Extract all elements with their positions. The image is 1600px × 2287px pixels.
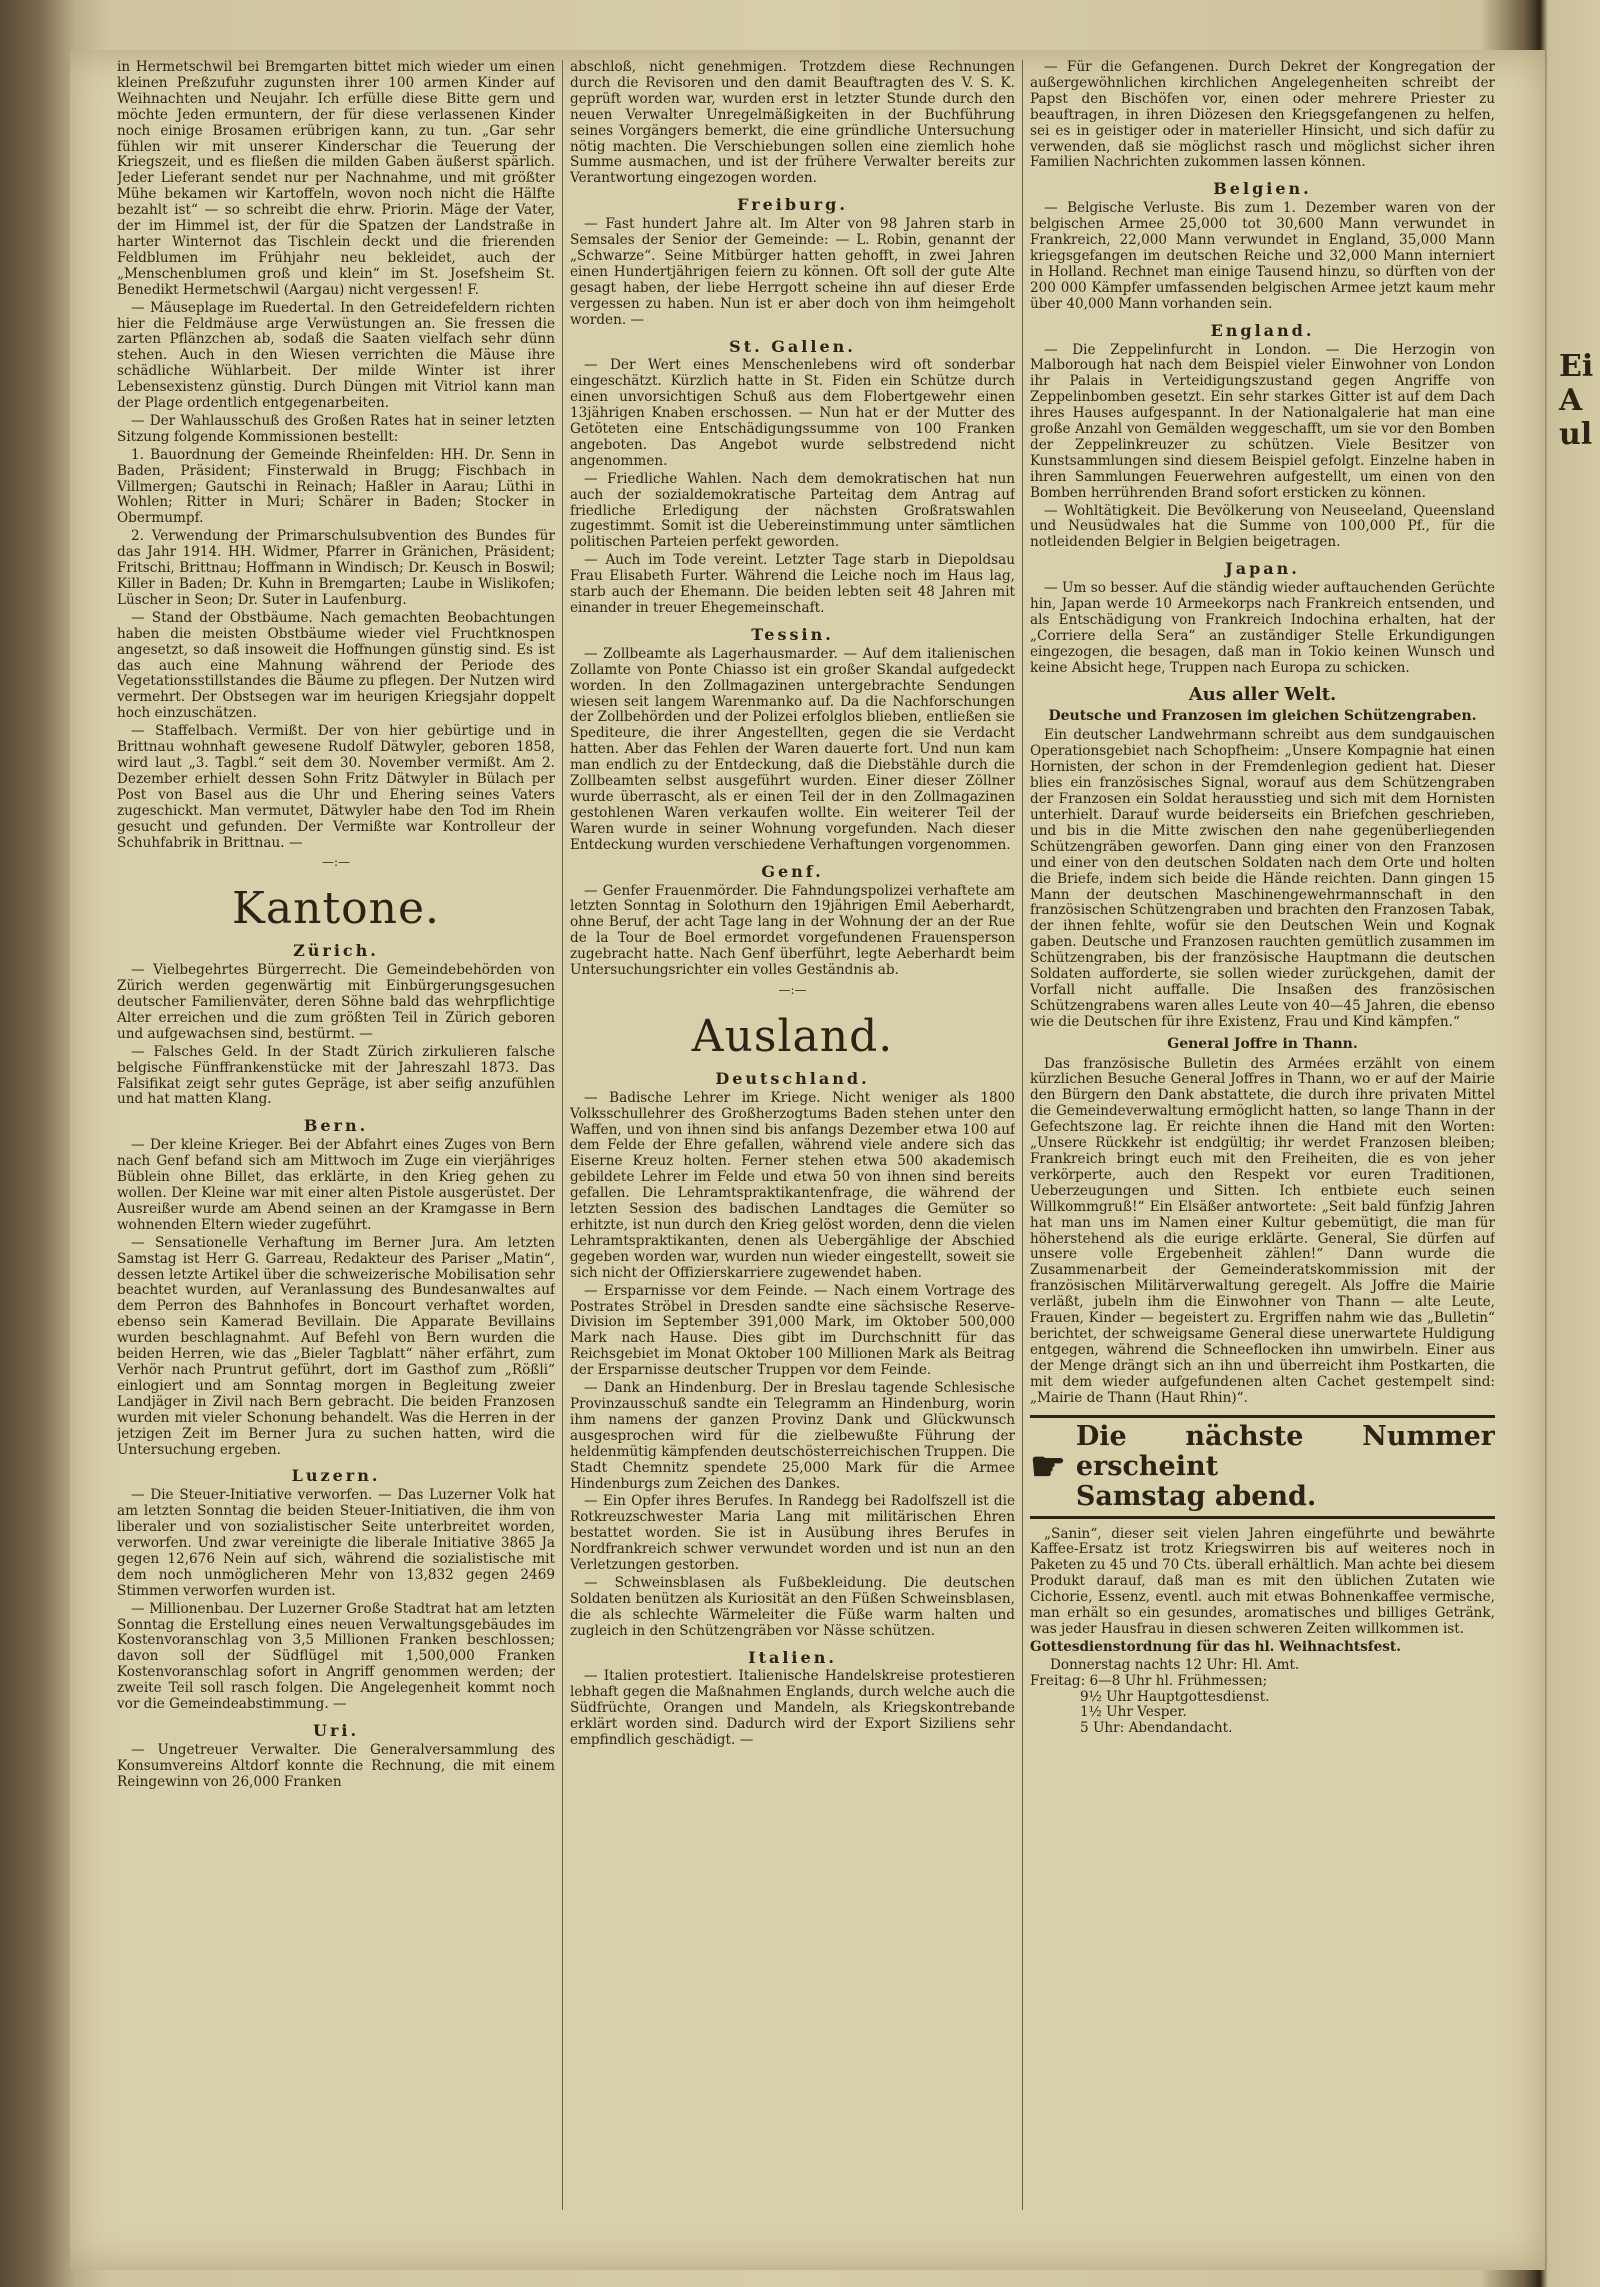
article-text: — Ersparnisse vor dem Feinde. — Nach einem Vortrage des Postrates Ströbel in Dresden sandte eine sächsische Reserve-Division im September 391,000 Mark, im Oktober 500,000 Mark nach Hause. Dies gibt im Durchschnitt für das Reichsgebiet im Monat Oktober 100 Millionen Mark als Beitrag der Ersparnisse deutscher Truppen vor dem Feinde.: [570, 1282, 1015, 1379]
next-issue-notice: [1030, 1415, 1495, 1519]
article-text: Ein deutscher Landwehrmann schreibt aus dem sundgauischen Operationsgebiet nach Schopfheim: „Unsere Kompagnie hat einen Hornisten, der schon in der Fremdenlegion gedient hat. Dieser blies ein französisches Signal, worauf aus dem Schützengraben der Franzosen ein Soldat herausstieg und sich mit dem Hornisten unterhielt. Darauf wurde beiderseits ein Briefchen geschrieben, und bis in die Mitte zwischen den nahe gegenüberliegenden Schützengräben geworfen. Dann ging einer von den Franzosen und einer von den deutschen Soldaten nach dem Orte und holten die Briefe, indem sich beide die Hände reichten. Dann gingen 15 Mann der deutschen Maschinengewehrmannschaft in den französischen Schützengraben und brachten den Franzosen Tabak, der ihnen fehlte, wofür sie den Deutschen Wein und Kognak gaben. Deutsche und Franzosen rauchten gemütlich zusammen im Schützengraben, bis der französische Hauptmann die deutschen Soldaten aufforderte, sie sollen wieder zurückgehen, damit der Vorfall nicht auffalle. Die Insaßen des französischen Schützengrabens waren alles Leute von 40—45 Jahren, die ebenso wie die Deutschen für ihre Existenz, Frau und Kind kämpfen.“: [1030, 727, 1495, 1030]
pointing-hand-icon: ☛: [1030, 1442, 1066, 1490]
article-text: — Schweinsblasen als Fußbekleidung. Die deutschen Soldaten benützen als Kuriosität an den Füßen Schweinsblasen, die als schlechte Wärmeleiter die Füße warm halten und zugleich in den Schützengräben vor Nässe schützen.: [570, 1574, 1015, 1639]
article-text: — Belgische Verluste. Bis zum 1. Dezember waren von der belgischen Armee 25,000 tot 30,600 Mann verwundet in Frankreich, 22,000 Mann verwundet in England, 35,000 Mann kriegsgefangen im deutschen Reiche und 32,000 Mann interniert in Holland. Rechnet man einige Tausend hinzu, so dürften von der 200 000 Kämpfer umfassenden belgischen Armee jetzt kaum mehr über 40,000 Mann vorhanden sein.: [1030, 200, 1495, 312]
article-text: — Der kleine Krieger. Bei der Abfahrt eines Zuges von Bern nach Genf befand sich am Mittwoch im Zuge ein vierjähriges Büblein ohne Billet, das erklärte, in den Krieg gehen zu wollen. Der Kleine war mit einer alten Pistole ausgerüstet. Der Ausreißer wurde am Abend seinen an der Kramgasse in Bern wohnenden Eltern wieder zugeführt.: [117, 1137, 555, 1233]
column-divider: [1022, 60, 1023, 2210]
schedule-line: 9½ Uhr Hauptgottesdienst.: [1080, 1688, 1270, 1705]
article-text: — Mäuseplage im Ruedertal. In den Getreidefeldern richten hier die Feldmäuse arge Verwüstungen an. Sie fressen die zarten Pflänzchen ab, sodaß die Saaten vielfach sehr dünn stehen. Auch in den Wiesen verrichten die Mäuse ihre schädliche Wühlarbeit. Der milde Winter ist ihrer Lebensexistenz günstig. Durch Düngen mit Vitriol kann man der Plage ordentlich entgegenarbeiten.: [117, 299, 555, 412]
article-text: — Vielbegehrtes Bürgerrecht. Die Gemeindebehörden von Zürich werden gegenwärtig mit Einbürgerungsgesuchen deutscher Familienväter, deren Söhne bald das wehrpflichtige Alter erreichen und die zum größten Teil in Zürich geboren und aufgewachsen sind, bestürmt. —: [117, 962, 555, 1042]
article-text: — Friedliche Wahlen. Nach dem demokratischen hat nun auch der sozialdemokratische Parteitag dem Antrag auf friedliche Erledigung der nächsten Großratswahlen zugestimmt. Somit ist die Uebereinstimmung unter sämtlichen politischen Parteien perfekt geworden.: [570, 470, 1015, 551]
schedule-line: 1½ Uhr Vesper.: [1080, 1704, 1187, 1721]
region-heading: Japan.: [1225, 559, 1300, 579]
region-heading: Belgien.: [1213, 179, 1312, 199]
region-heading: Uri.: [312, 1721, 360, 1740]
region-heading: Zürich.: [293, 941, 379, 961]
article-text: — Der Wert eines Menschenlebens wird oft sonderbar eingeschätzt. Kürzlich hatte in St. Fiden ein Schütze durch einen unvorsichtigen Schuß aus dem Flobertgewehr einen 13jährigen Knaben erschossen. — Nun hat er der Mutter des Getöteten eine Entschädigungssumme von 100 Franken angeboten. Das Angebot wurde selbstredend nicht angenommen.: [570, 357, 1015, 469]
article-text: — Badische Lehrer im Kriege. Nicht weniger als 1800 Volksschullehrer des Großherzogtums Baden stehen unter den Waffen, und von ihnen sind bis anfangs Dezember etwa 100 auf dem Felde der Ehre gefallen, während viele andere sich das Eiserne Kreuz holten. Ferner stehen etwa 500 akademisch gebildete Lehrer im Felde und etwa 50 von ihnen sind bereits gefallen. Die Lehramtspraktikantenfrage, die während der letzten Session des badischen Landtages die Gemüter so erhitzte, ist nun durch den Krieg gelöst worden, denn die vielen Lehramtspraktikanten, denen als Uebergählige der Abschied gegeben worden war, wurden nun wieder eingestellt, soweit sie sich nicht der Offizierskarriere zugewendet haben.: [570, 1089, 1015, 1281]
schedule-line: Donnerstag nachts 12 Uhr: Hl. Amt.: [1050, 1656, 1300, 1673]
article-text: — Ein Opfer ihres Berufes. In Randegg bei Radolfszell ist die Rotkreuzschwester Maria Lang mit militärischen Ehren bestattet worden. Sie ist in Ausübung ihres Berufes in Nordfrankreich schwer verwundet worden und ist nun an den Verletzungen gestorben.: [570, 1493, 1015, 1574]
region-heading: St. Gallen.: [729, 336, 856, 356]
region-heading: Bern.: [303, 1116, 369, 1136]
article-text: — Staffelbach. Vermißt. Der von hier gebürtige und in Brittnau wohnhaft gewesene Rudolf Dätwyler, geboren 1858, wird laut „3. Tagbl.“ seit dem 30. November vermißt. Am 2. Dezember erhielt dessen Sohn Fritz Dätwyler in Bülach per Post von Basel aus die Uhr und Ehering seines Vaters zugeschickt. Man vermutet, Dätwyler habe den Tod im Rhein gesucht und gefunden. Der Vermißte war Kontrolleur der Schuhfabrik in Brittnau. —: [117, 723, 555, 851]
article-text: — Ungetreuer Verwalter. Die Generalversammlung des Konsumvereins Altdorf konnte die Rechnung, die mit einem Reingewinn von 26,000 Franken: [117, 1741, 555, 1790]
article-text: — Der Wahlausschuß des Großen Rates hat in seiner letzten Sitzung folgende Kommissionen bestellt:: [117, 412, 555, 445]
section-title-ausland: Ausland.: [691, 1010, 894, 1062]
article-heading: General Joffre in Thann.: [1167, 1035, 1358, 1052]
article-text: — Für die Gefangenen. Durch Dekret der Kongregation der außergewöhnlichen kirchlichen Angelegenheiten schreibt der Papst den Bischöfen vor, einen oder mehrere Priester zu beauftragen, in ihren Diözesen den Kriegsgefangenen zu helfen, sei es in geistiger oder in materieller Hinsicht, und sich dafür zu verwenden, daß sie möglichst rasch und möglichst sicher ihren Familien Nachrichten zukommen lassen können.: [1030, 60, 1495, 171]
column-2: [570, 60, 1015, 2200]
section-title-aus-aller-welt: Aus aller Welt.: [1188, 683, 1337, 705]
schedule-line: Freitag: 6—8 Uhr hl. Frühmessen;: [1030, 1672, 1268, 1689]
article-text: 2. Verwendung der Primarschulsubvention des Bundes für das Jahr 1914. HH. Widmer, Pfarrer in Gränichen, Präsident; Fritschi, Brittnau; Hoffmann in Windisch; Dr. Keusch in Boswil; Killer in Baden; Dr. Kuhn in Bremgarten; Laube in Wislikofen; Lüscher in Seon; Dr. Suter in Laufenburg.: [117, 528, 555, 608]
section-title-kantone: Kantone.: [232, 883, 440, 935]
article-text: in Hermetschwil bei Bremgarten bittet mich wieder um einen kleinen Preßzufuhr zugunsten ihrer 100 armen Kinder auf Weihnachten und Neujahr. Ich erfülle diese Bitte gern und möchte Jeden ermuntern, der für diese verlassenen Kinder noch einige Brosamen erübrigen kann, zu tun. „Gar sehr fühlen wir mit unserer Kinderschar die Teuerung der Kriegszeit, und es fließen die milden Gaben äußerst spärlich. Jeder Lieferant sendet nur per Nachnahme, und mit größter Mühe bekamen wir Kartoffeln, wovon noch nicht die Hälfte bezahlt ist“ — so schreibt die ehrw. Priorin. Mäge der Vater, der im Himmel ist, der für die Spatzen der Landstraße in harter Winternot das Tischlein deckt und die frierenden Feldblumen im Frühjahr neu bekleidet, auch der „Menschenblumen groß und klein“ im St. Josefsheim St. Benedikt Hermetschwil (Aargau) nicht vergessen! F.: [117, 60, 555, 298]
column-1: [117, 60, 555, 2200]
article-text: — Italien protestiert. Italienische Handelskreise protestieren lebhaft gegen die Maßnahmen Englands, durch welche auch die Südfrüchte, Orangen und Mandeln, als Kriegskontrebande erklärt worden sind. Dadurch wird der Export Siziliens sehr empfindlich geschädigt. —: [570, 1668, 1015, 1749]
article-text: — Um so besser. Auf die ständig wieder auftauchenden Gerüchte hin, Japan werde 10 Armeekorps nach Frankreich entsenden, und als Entschädigung von Frankreich Indochina erhalten, hat der „Corriere della Sera“ an zuständiger Stelle Erkundigungen eingezogen, die besagen, daß man in Tokio keinen Wunsch und keine Absicht hege, Truppen nach Europa zu schicken.: [1030, 580, 1495, 676]
notice-line: Samstag abend.: [1075, 1480, 1317, 1512]
article-text: — Auch im Tode vereint. Letzter Tage starb in Diepoldsau Frau Elisabeth Furter. Während die Leiche noch im Haus lag, starb auch der Ehemann. Die beiden lebten seit 48 Jahren mit einander in treuer Ehegemeinschaft.: [570, 552, 1015, 616]
column-3: [1030, 60, 1495, 2200]
region-heading: England.: [1210, 320, 1315, 340]
schedule-title: Gottesdienstordnung für das hl. Weihnachtsfest.: [1030, 1638, 1401, 1655]
article-text: — Falsches Geld. In der Stadt Zürich zirkulieren falsche belgische Fünffrankenstücke mit der Jahreszahl 1873. Das Falsifikat zeigt sehr gutes Gepräge, ist aber seifig anzufühlen und hat matten Klang.: [117, 1043, 555, 1108]
separator: —:—: [321, 855, 351, 870]
notice-line: Die nächste Nummer erscheint: [1075, 1420, 1495, 1482]
region-heading: Italien.: [748, 1647, 837, 1667]
article-text: — Die Steuer-Initiative verworfen. — Das Luzerner Volk hat am letzten Sonntag die beiden Steuer-Initiativen, die ihm von liberaler und von sozialistischer Seite unterbreitet worden, verworfen. Und zwar vereinigte die liberale Initiative 3865 Ja gegen 12,676 Nein auf sich, während die sozialistische mit dem noch unmöglicheren Mehr von 13,832 gegen 2469 Stimmen verworfen wurden ist.: [117, 1487, 555, 1599]
article-heading: Deutsche und Franzosen im gleichen Schützengraben.: [1048, 707, 1477, 724]
column-divider: [562, 60, 563, 2210]
article-text: Das französische Bulletin des Armées erzählt von einem kürzlichen Besuche General Joffres in Thann, wo er auf der Mairie den Bürgern den Dank abstattete, die durch ihre privaten Mittel die Gemeindeverwaltung ermöglicht hatten, so lange Thann in der Gefechtszone lag. Er reichte ihnen die Hand mit den Worten: „Unsere Rückkehr ist endgültig; ihr werdet Franzosen bleiben; Frankreich bringt euch mit den Freiheiten, die es von jeher verkörperte, auch den Respekt vor euren Traditionen, Ueberzeugungen und Sitten. Ich entbiete euch seinen Willkommgruß!“ Ein Elsäßer antwortete: „Seit bald fünfzig Jahren hat man uns im Namen einer Kultur gebemütigt, die man für höherstehend als die eurige erklärte. General, Sie dürfen auf unsere volle Ergebenheit zählen!“ Dann wurde die Zusammenarbeit der Gemeinderatskommission mit der französischen Militärverwaltung geregelt. Als Joffre die Mairie verläßt, jubeln ihm die Einwohner von Thann — alte Leute, Frauen, Kinder — begeistert zu. Ergriffen nahm wie das „Bulletin“ berichtet, der schweigsame General diese unerwartete Huldigung entgegen, während die Schneeflocken ihn umwirbeln. Einer aus der Menge drängt sich an ihn und überreicht ihm Postkarten, die mit dem wieder aufgefundenen alten Cachet gestempelt sind: „Mairie de Thann (Haut Rhin)“.: [1030, 1055, 1495, 1406]
article-text: — Stand der Obstbäume. Nach gemachten Beobachtungen haben die meisten Obstbäume wieder viel Fruchtknospen angesetzt, so daß insoweit die Hoffnungen günstig sind. Es ist das auch eine Mahnung während der Periode des Vegetationsstillstandes die Bäume zu pflegen. Der Nutzen wird vermehrt. Der Obstsegen war im heurigen Kriegsjahr doppelt hoch einzuschätzen.: [117, 609, 555, 722]
region-heading: Tessin.: [751, 624, 834, 644]
region-heading: Freiburg.: [737, 195, 848, 215]
region-heading: Genf.: [761, 861, 824, 881]
advertisement-text: „Sanin“, dieser seit vielen Jahren eingeführte und bewährte Kaffee-Ersatz ist trotz Kriegswirren bis auf weiteres noch in Paketen zu 45 und 70 Cts. überall erhältlich. Man achte bei diesem Produkt darauf, daß man es mit den üblichen Zutaten wie Cichorie, Essenz, eventl. auch mit etwas Bohnenkaffee vermische, man erhält so ein gesundes, aromatisches und billiges Getränk, was jeder Hausfrau in diesen schweren Zeiten willkommen ist.: [1030, 1525, 1495, 1637]
separator: —:—: [778, 982, 807, 997]
article-text: — Millionenbau. Der Luzerner Große Stadtrat hat am letzten Sonntag die Erstellung eines neuen Verwaltungsgebäudes im Kostenvoranschlag von 3,5 Millionen Franken beschlossen; davon soll der Südflügel mit 1,500,000 Franken Kostenvoranschlag sofort in Angriff genommen werden; der zweite Teil soll rasch folgen. Die Angelegenheit kommt noch vor die Gemeindeabstimmung. —: [117, 1600, 555, 1713]
article-text: — Genfer Frauenmörder. Die Fahndungspolizei verhaftete am letzten Sonntag in Solothurn den 19jährigen Emil Aeberhardt, ohne Beruf, der acht Tage lang in der Wohnung der an der Rue de la Tour de Boel ermordet vorgefundenen Frauensperson zugebracht hatte. Nach Genf überführt, legte Aeberhardt beim Untersuchungsrichter ein volles Geständnis ab.: [570, 882, 1015, 979]
article-text: — Dank an Hindenburg. Der in Breslau tagende Schlesische Provinzausschuß sandte ein Telegramm an Hindenburg, worin ihm namens der ganzen Provinz Dank und Glückwunsch ausgesprochen wird für die zielbewußte Führung der heldenmütig kämpfenden deutschösterreichischen Truppen. Die Stadt Chemnitz spendete 25,000 Mark für die Armee Hindenburgs zum Zeichen des Dankes.: [570, 1380, 1015, 1492]
article-text: — Fast hundert Jahre alt. Im Alter von 98 Jahren starb in Semsales der Senior der Gemeinde: — L. Robin, genannt der „Schwarze“. Seine Mitbürger hatten gehofft, in zwei Jahren einen Hundertjährigen feiern zu können. Oft soll der gute Alte gesagt haben, der liebe Herrgott scheine ihn auf dieser Erde vergessen zu haben. Nun ist er aber doch von ihm heimgeholt worden. —: [570, 216, 1015, 328]
article-text: 1. Bauordnung der Gemeinde Rheinfelden: HH. Dr. Senn in Baden, Präsident; Finsterwald in Brugg; Fischbach in Villmergen; Gautschi in Reinach; Haßler in Aarau; Lüthi in Wohlen; Ritter in Muri; Schärer in Baden; Stocker in Obermumpf.: [117, 446, 555, 527]
article-text: — Zollbeamte als Lagerhausmarder. — Auf dem italienischen Zollamte von Ponte Chiasso ist ein großer Skandal aufgedeckt worden. In den Zollmagazinen untergebrachte Sendungen wiesen seit langem Warenmanko auf. Da die Nachforschungen der Zollbehörden und der Polizei erfolglos blieben, entließen sie Spediteure, die ihrer Angestellten, gegen die sie Verdacht hatten. Aber das Fehlen der Waren dauerte fort. Und nun kam man endlich zu der Entdeckung, daß die Diebstähle durch die Zollbeamten selbst ausgeführt wurden. Einer dieser Zöllner wurde überrascht, als er einen Teil der in den Zollmagazinen gestohlenen Waren verkaufen wollte. Ein weiterer Teil der Waren wurde in seiner Wohnung vorgefunden. Nach dieser Entdeckung wurden verschiedene Verhaftungen vorgenommen.: [570, 645, 1015, 853]
adjacent-page-fragment: Ei Aul: [1559, 349, 1594, 452]
article-text: — Die Zeppelinfurcht in London. — Die Herzogin von Malborough hat nach dem Beispiel vieler Einwohner von London ihr Palais in Verteidigungszustand gegen Angriffe von Zeppelinbomben gesetzt. Ein sehr starkes Gitter ist auf dem Dach ihres Hauses aufgespannt. In der Nationalgalerie hat man eine große Anzahl von Gemälden weggeschafft, um sie vor den Bomben der Zeppelinkreuzer zu schützen. Viele Besitzer von Kunstsammlungen sind diesem Beispiel gefolgt. Einzelne haben in ihren Sammlungen Feuerwehren aufgestellt, um einen von den Bomben herrührenden Brand sofort ersticken zu können.: [1030, 341, 1495, 501]
schedule-line: 5 Uhr: Abendandacht.: [1080, 1720, 1233, 1737]
article-text: — Wohltätigkeit. Die Bevölkerung von Neuseeland, Queensland und Neusüdwales hat die Summe von 100,000 Pf., für die notleidenden Belgier in Belgien beigetragen.: [1030, 502, 1495, 551]
article-text: abschloß, nicht genehmigen. Trotzdem diese Rechnungen durch die Revisoren und den damit Beauftragten des V. S. K. geprüft worden war, wurden erst in letzter Stunde durch den neuen Verwalter Unregelmäßigkeiten in der Buchführung seines Vorgängers bemerkt, die eine gründliche Untersuchung nötig machten. Die Verschiebungen sollen eine ziemlich hohe Summe ausmachen, und ist der frühere Verwalter bereits zur Verantwortung eingezogen worden.: [570, 60, 1015, 187]
article-text: — Sensationelle Verhaftung im Berner Jura. Am letzten Samstag ist Herr G. Garreau, Redakteur des Pariser „Matin“, dessen letzte Artikel über die schweizerische Mobilisation sehr beachtet wurden, auf Veranlassung des Bundesanwaltes auf dem Perron des Bahnhofes in Boncourt verhaftet worden, ebenso sein Kamerad Bevillain. Die Apparate Bevillains wurden beschlagnahmt. Auf Befehl von Bern wurden die beiden Herren, wie das „Bieler Tagblatt“ näher erfährt, zum Verhör nach Pruntrut geführt, dort im Gasthof zum „Rößli“ einlogiert und am Sonntag morgen in Begleitung zweier Landjäger in Zivil nach Bern gebracht. Die beiden Franzosen wurden mit vieler Schonung behandelt. Was die Herren in der jetzigen Zeit im Berner Jura zu suchen hatten, wird die Untersuchung ergeben.: [117, 1234, 555, 1458]
service-schedule: [1030, 1640, 1495, 1737]
region-heading: Luzern.: [291, 1466, 381, 1486]
region-heading: Deutschland.: [715, 1068, 870, 1088]
adjacent-page-edge: [1555, 60, 1600, 2210]
